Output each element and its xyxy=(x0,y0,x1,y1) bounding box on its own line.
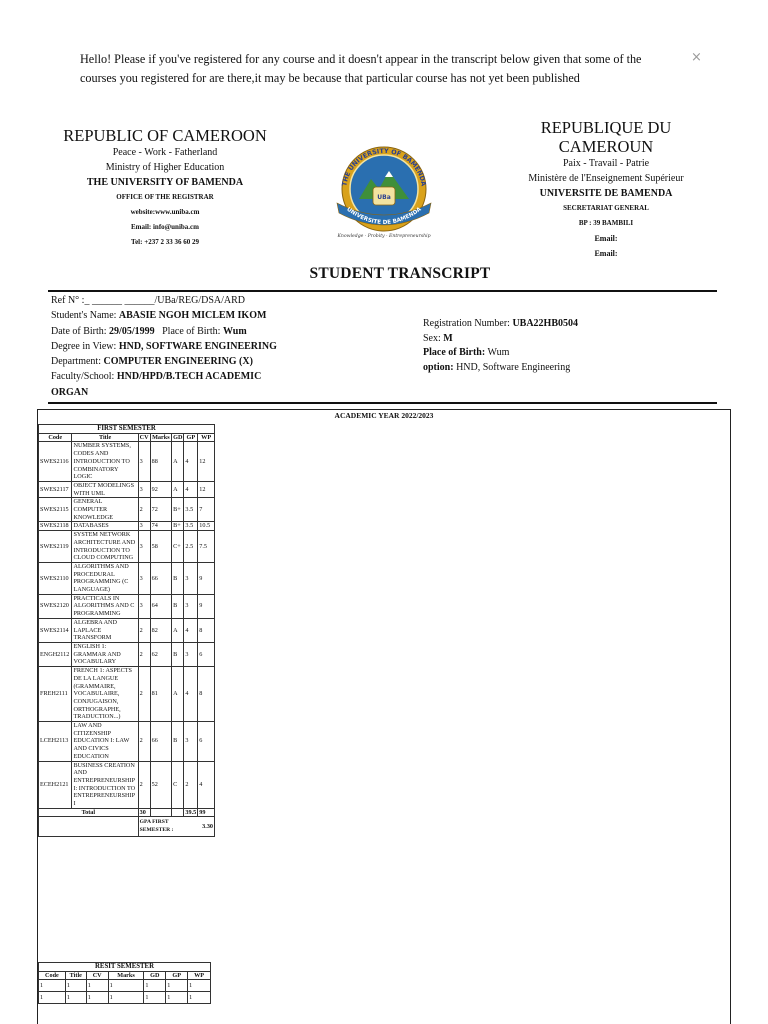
name-label: Student's Name: xyxy=(51,310,117,322)
table-cell: B xyxy=(172,642,184,666)
total-cv: 30 xyxy=(138,808,150,817)
reg-line xyxy=(423,317,673,332)
table-cell: A xyxy=(172,618,184,642)
table-cell: OBJECT MODELINGS WITH UML xyxy=(72,481,138,497)
sex-line xyxy=(423,332,673,347)
table-cell: SWES2120 xyxy=(39,594,72,618)
column-header: WP xyxy=(188,971,211,980)
table-cell: C xyxy=(172,761,184,808)
table-cell: 2.5 xyxy=(184,531,198,563)
table-cell: 64 xyxy=(150,594,172,618)
seal-motto: Knowledge · Probity · Entrepreneurship xyxy=(337,234,431,239)
gpa-label: GPA FIRST SEMESTER : xyxy=(138,817,198,837)
table-cell: 1 xyxy=(144,980,166,992)
table-cell: 1 xyxy=(39,992,66,1004)
table-row xyxy=(39,980,211,992)
table-cell: 66 xyxy=(150,562,172,594)
academic-year-title: ACADEMIC YEAR 2022/2023 xyxy=(334,411,434,420)
table-cell: 12 xyxy=(198,481,215,497)
total-label: Total xyxy=(39,808,139,817)
table-cell: FREH2111 xyxy=(39,667,72,722)
table-cell: 3 xyxy=(138,442,150,482)
total-wp: 99 xyxy=(198,808,215,817)
degree-value: HND, SOFTWARE ENGINEERING xyxy=(118,340,277,352)
table-cell: 3 xyxy=(138,531,150,563)
office-name: OFFICE OF THE REGISTRAR xyxy=(116,193,214,201)
table-cell: 2 xyxy=(138,618,150,642)
table-cell: 10.5 xyxy=(198,522,215,531)
table-row xyxy=(39,992,211,1004)
table-cell: 8 xyxy=(198,618,215,642)
table-cell: ENGLISH 1: GRAMMAR AND VOCABULARY xyxy=(72,642,138,666)
column-header: CV xyxy=(139,433,149,441)
close-icon[interactable]: × xyxy=(691,50,702,65)
website: website:www.uniba.cm xyxy=(130,208,200,216)
table-row xyxy=(39,667,215,722)
table-cell: A xyxy=(172,481,184,497)
column-header: GP xyxy=(166,971,188,980)
table-cell: 92 xyxy=(150,481,172,497)
table-cell: 8 xyxy=(198,667,215,722)
table-cell: 1 xyxy=(166,980,188,992)
table-cell: 1 xyxy=(144,992,166,1004)
total-gp: 39.5 xyxy=(185,808,197,816)
degree-label: Degree in View: xyxy=(51,340,117,352)
reg-value: UBA22HB0504 xyxy=(512,318,578,329)
table-cell: 88 xyxy=(150,442,172,482)
ref-line xyxy=(51,293,301,308)
table-cell: 4 xyxy=(198,761,215,808)
table-cell: A xyxy=(172,667,184,722)
resit-semester-table xyxy=(38,962,211,1004)
sex-value: M xyxy=(443,332,453,344)
table-cell: B xyxy=(172,594,184,618)
column-header: Marks xyxy=(150,433,172,442)
option-value: HND, Software Engineering xyxy=(456,361,571,373)
resit-semester-body xyxy=(39,980,211,1004)
university-logo xyxy=(329,141,439,241)
ref-label: Ref N° : xyxy=(51,295,85,306)
table-cell: SWES2117 xyxy=(39,481,72,497)
table-cell: 2 xyxy=(184,761,198,808)
table-row xyxy=(39,442,215,482)
table-cell: B+ xyxy=(172,522,184,531)
dob-label: Date of Birth: xyxy=(51,325,107,337)
column-header: GD xyxy=(144,971,166,980)
table-cell: DATABASES xyxy=(72,522,138,531)
table-row xyxy=(39,761,215,808)
dob-line xyxy=(51,324,301,339)
table-cell: 66 xyxy=(150,722,172,762)
telephone: Tel: +237 2 33 36 60 29 xyxy=(131,238,199,246)
column-header: CV xyxy=(86,971,108,980)
table-cell: 2 xyxy=(138,667,150,722)
table-cell: 1 xyxy=(108,980,144,992)
country-name-fr: REPUBLIQUE DU CAMEROUN xyxy=(540,118,672,156)
table-row xyxy=(39,594,215,618)
table-cell: 9 xyxy=(198,594,215,618)
country-name: REPUBLIC OF CAMEROON xyxy=(63,126,267,145)
total-row xyxy=(39,808,215,817)
email: Email: info@uniba.cm xyxy=(131,223,199,231)
table-cell: SYSTEM NETWORK ARCHITECTURE AND INTRODUCTION TO CLOUD COMPUTING xyxy=(72,531,138,563)
table-cell: 12 xyxy=(198,442,215,482)
faculty-line xyxy=(51,369,301,400)
table-cell: SWES2118 xyxy=(39,522,72,531)
table-cell: LAW AND CITIZENSHIP EDUCATION I: LAW AND CIVICS EDUCATION xyxy=(72,722,138,762)
table-cell: PRACTICALS IN ALGORITHMS AND C PROGRAMMING xyxy=(72,594,138,618)
pob-value: Wum xyxy=(222,325,247,337)
dept-value: COMPUTER ENGINEERING (X) xyxy=(103,356,253,368)
email-fr-2: Email: xyxy=(594,249,618,258)
ref-value: _ ______ ______/UBa/REG/DSA/ARD xyxy=(84,295,245,306)
ministry-fr: Ministère de l'Enseignement Supérieur xyxy=(528,173,684,184)
table-cell: 72 xyxy=(150,498,172,522)
total-marks-empty xyxy=(150,808,172,817)
option-line xyxy=(423,361,673,376)
first-semester-caption: FIRST SEMESTER xyxy=(39,425,215,434)
table-cell: 3 xyxy=(184,594,198,618)
table-cell: 9 xyxy=(198,562,215,594)
ministry: Ministry of Higher Education xyxy=(105,162,225,173)
table-cell: 7.5 xyxy=(198,531,215,563)
column-header: Code xyxy=(39,971,66,980)
table-cell: 3 xyxy=(138,481,150,497)
header-english xyxy=(55,126,275,250)
student-info-right xyxy=(423,317,673,375)
first-semester-table xyxy=(38,424,215,837)
table-cell: GENERAL COMPUTER KNOWLEDGE xyxy=(72,498,138,522)
column-header: Marks xyxy=(108,971,144,980)
table-row xyxy=(39,722,215,762)
table-row xyxy=(39,642,215,666)
seal-ribbon-text: UNIVERSITE DE BAMENDA xyxy=(345,206,423,227)
table-cell: 2 xyxy=(138,761,150,808)
resit-semester-header-row xyxy=(39,971,211,980)
column-header: GP xyxy=(184,433,198,442)
table-cell: 3.5 xyxy=(184,498,198,522)
academic-year-box xyxy=(37,409,731,1024)
student-info-left xyxy=(51,293,301,400)
email-fr-1: Email: xyxy=(594,234,618,243)
table-row xyxy=(39,522,215,531)
notice-message: Hello! Please if you've registered for any course and it doesn't appear in the transcript below given that some of the courses you registered for are there,it may be because that particular course has not yet been published xyxy=(80,52,642,85)
postal-box: BP : 39 BAMBILI xyxy=(578,219,634,227)
table-cell: 2 xyxy=(138,498,150,522)
column-header: Title xyxy=(65,971,86,980)
pob-label: Place of Birth: xyxy=(162,325,221,337)
table-cell: B xyxy=(172,722,184,762)
table-cell: 1 xyxy=(166,992,188,1004)
table-cell: 1 xyxy=(65,992,86,1004)
table-cell: 3.5 xyxy=(184,522,198,531)
dept-label: Department: xyxy=(51,356,101,368)
table-cell: 4 xyxy=(184,481,198,497)
motto: Peace - Work - Fatherland xyxy=(112,147,218,158)
sex-label: Sex: xyxy=(423,332,441,344)
table-cell: 4 xyxy=(184,442,198,482)
option-label: option: xyxy=(423,361,454,373)
table-cell: 7 xyxy=(198,498,215,522)
table-cell: 2 xyxy=(138,722,150,762)
table-cell: 1 xyxy=(188,992,211,1004)
table-cell: NUMBER SYSTEMS, CODES AND INTRODUCTION TO COMBINATORY LOGIC xyxy=(72,442,138,482)
gpa-value: 3.30 xyxy=(198,817,215,837)
table-cell: 6 xyxy=(198,722,215,762)
table-cell: 81 xyxy=(150,667,172,722)
header-french xyxy=(518,118,694,261)
table-cell: 3 xyxy=(138,522,150,531)
column-header: Title xyxy=(72,433,138,442)
table-cell: SWES2115 xyxy=(39,498,72,522)
table-cell: BUSINESS CREATION AND ENTREPRENEURSHIP I: INTRODUCTION TO ENTREPRENEURSHIP I xyxy=(72,761,138,808)
reg-label: Registration Number: xyxy=(423,318,510,329)
table-row xyxy=(39,498,215,522)
student-name: ABASIE NGOH MICLEM IKOM xyxy=(118,310,267,322)
column-header: WP xyxy=(198,433,215,442)
table-cell: SWES2110 xyxy=(39,562,72,594)
table-row xyxy=(39,481,215,497)
total-gd-empty xyxy=(172,808,184,817)
table-cell: 3 xyxy=(138,562,150,594)
table-cell: 6 xyxy=(198,642,215,666)
faculty-label: Faculty/School: xyxy=(51,371,115,383)
table-row xyxy=(39,531,215,563)
university-name: THE UNIVERSITY OF BAMENDA xyxy=(86,177,244,188)
divider-bottom xyxy=(48,402,717,404)
table-cell: 58 xyxy=(150,531,172,563)
faculty-value: HND/HPD/B.TECH ACADEMIC ORGAN xyxy=(51,371,262,398)
table-cell: FRENCH 1: ASPECTS DE LA LANGUE (GRAMMAIRE, VOCABULAIRE, CONJUGAISON, ORTHOGRAPHE, TRADUCTION...) xyxy=(72,667,138,722)
first-semester-body xyxy=(39,442,215,808)
gpa-row xyxy=(39,817,215,837)
pob2-line xyxy=(423,346,673,361)
table-cell: C+ xyxy=(172,531,184,563)
table-cell: 2 xyxy=(138,642,150,666)
table-row xyxy=(39,562,215,594)
table-cell: SWES2114 xyxy=(39,618,72,642)
table-cell: ENGH2112 xyxy=(39,642,72,666)
table-cell: A xyxy=(172,442,184,482)
table-cell: SWES2116 xyxy=(39,442,72,482)
table-cell: B+ xyxy=(172,498,184,522)
first-semester-header-row xyxy=(39,433,215,442)
table-cell: LCEH2113 xyxy=(39,722,72,762)
table-cell: 4 xyxy=(184,667,198,722)
office-name-fr: SECRETARIAT GENERAL xyxy=(563,204,649,212)
table-cell: 1 xyxy=(65,980,86,992)
university-name-fr: UNIVERSITE DE BAMENDA xyxy=(539,188,673,199)
table-cell: 52 xyxy=(150,761,172,808)
table-cell: 3 xyxy=(184,642,198,666)
resit-semester-caption: RESIT SEMESTER xyxy=(39,963,211,972)
gpa-spacer xyxy=(39,817,139,837)
table-cell: 1 xyxy=(39,980,66,992)
university-seal-icon xyxy=(329,141,439,241)
table-cell: 3 xyxy=(184,722,198,762)
degree-line xyxy=(51,339,301,354)
table-cell: SWES2119 xyxy=(39,531,72,563)
column-header: Code xyxy=(39,433,72,442)
name-line xyxy=(51,308,301,323)
pob2-label: Place of Birth: xyxy=(423,347,486,358)
page-title: STUDENT TRANSCRIPT xyxy=(309,265,491,282)
seal-shield-text: UBa xyxy=(377,194,391,201)
seal-top-text: THE UNIVERSITY OF BAMENDA xyxy=(340,146,428,187)
table-cell: 1 xyxy=(188,980,211,992)
table-cell: 74 xyxy=(150,522,172,531)
table-cell: 62 xyxy=(150,642,172,666)
table-cell: 82 xyxy=(150,618,172,642)
table-cell: ALGEBRA AND LAPLACE TRANSFORM xyxy=(72,618,138,642)
table-cell: 1 xyxy=(86,992,108,1004)
table-cell: 4 xyxy=(184,618,198,642)
dept-line xyxy=(51,354,301,369)
divider-top xyxy=(48,290,717,292)
table-cell: ALGORITHMS AND PROCEDURAL PROGRAMMING (C LANGUAGE) xyxy=(72,562,138,594)
table-cell: B xyxy=(172,562,184,594)
table-cell: ECEH2121 xyxy=(39,761,72,808)
table-cell: 3 xyxy=(138,594,150,618)
dob-value: 29/05/1999 xyxy=(109,325,155,337)
column-header: GD xyxy=(173,433,183,441)
pob2-value: Wum xyxy=(487,347,510,358)
table-cell: 3 xyxy=(184,562,198,594)
motto-fr: Paix - Travail - Patrie xyxy=(562,158,650,169)
table-row xyxy=(39,618,215,642)
table-cell: 1 xyxy=(108,992,144,1004)
table-cell: 1 xyxy=(86,980,108,992)
